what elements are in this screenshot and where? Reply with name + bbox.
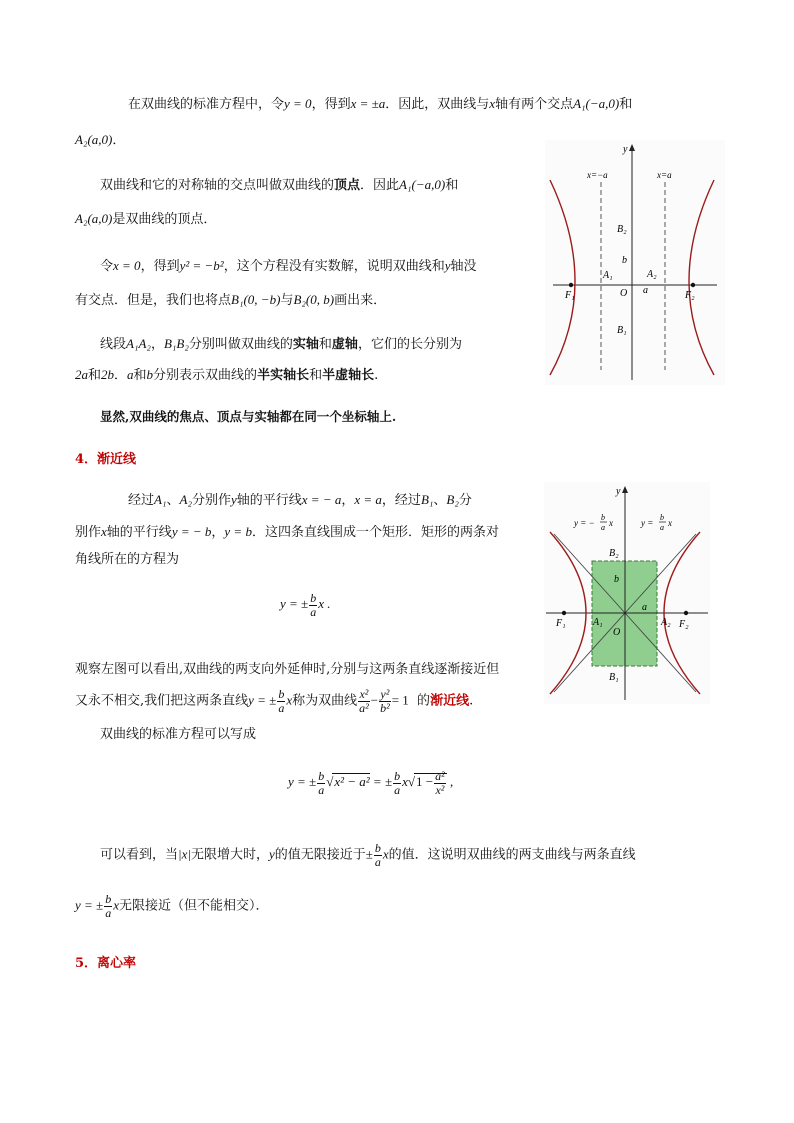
text: 和 bbox=[619, 97, 633, 112]
p8: 双曲线的标准方程可以写成 bbox=[100, 727, 257, 742]
text: 的值．这说明双曲线的两支曲线与两条直线 bbox=[388, 847, 636, 863]
term-semi-real: 半实轴长 bbox=[257, 368, 310, 383]
label-A2: A₂ bbox=[661, 617, 671, 628]
text: 有交点．但是，我们也将点 bbox=[75, 293, 232, 308]
numerator: b bbox=[374, 841, 381, 855]
label-A1: A₁ bbox=[603, 270, 613, 281]
label-F1: F₁ bbox=[556, 618, 566, 629]
minus: − bbox=[370, 692, 379, 708]
label-asym-neg-y: y = − bbox=[574, 518, 595, 528]
text: . bbox=[374, 368, 379, 383]
p4-line2 bbox=[75, 368, 378, 382]
eq-lhs: y = ± bbox=[280, 596, 309, 612]
text: ， bbox=[211, 525, 225, 540]
numerator: a² bbox=[435, 769, 445, 783]
eq-lhs: y = ± bbox=[288, 774, 317, 790]
text: 1 − bbox=[416, 774, 434, 790]
label-a: a bbox=[643, 285, 648, 296]
var: y bbox=[444, 258, 451, 273]
figure-bg bbox=[545, 140, 725, 385]
equation-standard bbox=[288, 770, 453, 796]
var: x bbox=[382, 846, 389, 862]
eq: y = ± bbox=[75, 897, 104, 913]
var: x bbox=[402, 774, 408, 790]
figure-hyperbola-asymptotes bbox=[544, 482, 710, 704]
label-B1: B₁ bbox=[609, 672, 619, 683]
label-A2: A₂ bbox=[647, 269, 657, 280]
text: ， bbox=[150, 337, 164, 352]
p1-line2 bbox=[75, 133, 125, 147]
text: 可以看到，当 bbox=[100, 847, 179, 863]
p6-line3: 角线所在的方程为 bbox=[75, 552, 180, 567]
eq: y = − b bbox=[171, 524, 212, 539]
text: ，它们的长分别为 bbox=[357, 337, 462, 352]
text: , bbox=[449, 774, 454, 790]
p2-line1 bbox=[100, 178, 458, 192]
text: 分别作 bbox=[191, 493, 231, 508]
sqrt-symbol: √ bbox=[326, 774, 334, 790]
var: x bbox=[286, 692, 293, 708]
eq: = 1 bbox=[391, 692, 409, 708]
heading-asymptote: 4．渐近线 bbox=[75, 452, 137, 467]
numerator: b bbox=[278, 687, 285, 701]
text: 无限接近（但不能相交）． bbox=[118, 898, 269, 914]
numerator: x² bbox=[359, 687, 369, 701]
var: x bbox=[113, 897, 119, 913]
text: 与 bbox=[280, 293, 294, 308]
label-b: b bbox=[614, 574, 619, 585]
fraction bbox=[379, 688, 391, 714]
label-asym-pos-b: b bbox=[660, 513, 664, 522]
text: 是双曲线的顶点． bbox=[112, 212, 217, 227]
figure-hyperbola-vertices bbox=[545, 140, 725, 385]
text: ．这四条直线围成一个矩形．矩形的两条对 bbox=[251, 525, 499, 540]
label-F1: F₁ bbox=[565, 290, 575, 301]
text: 、 bbox=[433, 493, 447, 508]
text: 轴没 bbox=[450, 259, 477, 274]
text: 在双曲线的标准方程中，令 bbox=[128, 97, 285, 112]
radicand-2 bbox=[414, 769, 447, 797]
point-A2: A₂(a,0) bbox=[75, 132, 113, 147]
denominator: b² bbox=[380, 700, 390, 715]
text: 、 bbox=[166, 493, 180, 508]
label-y: y bbox=[623, 144, 628, 155]
segment-B1B2: B₁B₂ bbox=[163, 336, 189, 351]
var: y bbox=[268, 846, 275, 862]
label-asym-neg-x: x bbox=[609, 518, 613, 528]
text: ．因此，双曲线与 bbox=[385, 97, 490, 112]
label-F2: F₂ bbox=[679, 619, 689, 630]
text: 轴有两个交点 bbox=[495, 97, 574, 112]
text: ，得到 bbox=[311, 97, 351, 112]
text: 轴的平行线 bbox=[106, 525, 172, 540]
label-asym-pos-x: x bbox=[668, 518, 672, 528]
numerator: b bbox=[318, 769, 325, 783]
text: ． bbox=[114, 368, 128, 383]
fraction bbox=[317, 770, 325, 796]
numerator: y² bbox=[380, 687, 390, 701]
fraction bbox=[358, 688, 370, 714]
text: 双曲线和它的对称轴的交点叫做双曲线的 bbox=[100, 178, 335, 193]
var: A₁ bbox=[154, 492, 167, 507]
sqrt-symbol: √ bbox=[407, 774, 416, 790]
text: ． bbox=[112, 133, 126, 148]
p5: 显然,双曲线的焦点、顶点与实轴都在同一个坐标轴上. bbox=[100, 409, 397, 424]
p3-line2 bbox=[75, 293, 386, 307]
var: a bbox=[127, 367, 134, 382]
eq: x = a bbox=[354, 492, 382, 507]
p6-line1 bbox=[128, 493, 472, 507]
text: . bbox=[469, 693, 474, 709]
denominator: a bbox=[318, 782, 325, 797]
label-x-neg-a: x=−a bbox=[587, 170, 608, 180]
heading-eccentricity: 5．离心率 bbox=[75, 956, 137, 971]
p3-line1 bbox=[100, 259, 477, 273]
focus-F2 bbox=[691, 283, 695, 287]
fraction bbox=[393, 770, 401, 796]
focus-F2 bbox=[684, 611, 688, 615]
fraction bbox=[104, 893, 112, 919]
text: 又永不相交,我们把这两条直线 bbox=[75, 693, 249, 709]
var: b bbox=[146, 367, 154, 382]
var: x bbox=[489, 96, 496, 111]
radicand: x² − a² bbox=[334, 774, 370, 790]
text: ，这个方程没有实数解，说明双曲线和 bbox=[223, 259, 445, 274]
text: 令 bbox=[100, 259, 114, 274]
fraction bbox=[277, 688, 285, 714]
text: ，得到 bbox=[140, 259, 180, 274]
denominator: a bbox=[394, 782, 401, 797]
label-O: O bbox=[620, 288, 628, 299]
text: 和 bbox=[318, 337, 332, 352]
text: 和 bbox=[88, 368, 102, 383]
text: 和 bbox=[445, 178, 459, 193]
eq: x = ±a bbox=[350, 96, 386, 111]
label-asym-pos-a: a bbox=[660, 523, 664, 532]
label-asym-pos-y: y = bbox=[641, 518, 654, 528]
point-B1: B₁(0, −b) bbox=[231, 292, 281, 307]
var: A₂ bbox=[179, 492, 192, 507]
var: B₁ bbox=[420, 492, 434, 507]
text: ， bbox=[341, 493, 355, 508]
numerator: b bbox=[105, 892, 112, 906]
text: 分别表示双曲线的 bbox=[153, 368, 258, 383]
eq: y = ± bbox=[248, 692, 277, 708]
point-A2: A₂(a,0) bbox=[75, 211, 113, 226]
var: B₂ bbox=[446, 492, 459, 507]
numerator: b bbox=[394, 769, 401, 783]
eq: y = b bbox=[224, 524, 252, 539]
eq: y² = −b² bbox=[179, 258, 224, 273]
denominator: a bbox=[310, 604, 317, 619]
term-vertex: 顶点 bbox=[334, 178, 361, 193]
eq-rhs: x . bbox=[318, 596, 331, 612]
denominator: a bbox=[278, 700, 285, 715]
text: 经过 bbox=[128, 493, 155, 508]
text: 画出来． bbox=[334, 293, 387, 308]
fraction bbox=[309, 592, 317, 618]
text: ，经过 bbox=[381, 493, 421, 508]
var: y bbox=[230, 492, 237, 507]
numerator: b bbox=[310, 591, 317, 605]
denominator: x² bbox=[435, 782, 445, 797]
eq: x = 0 bbox=[113, 258, 141, 273]
label-B2: B₂ bbox=[609, 548, 619, 559]
eq: x = − a bbox=[301, 492, 342, 507]
var: 2b bbox=[101, 367, 115, 382]
p6-line2 bbox=[75, 525, 499, 539]
label-x-pos-a: x=a bbox=[657, 170, 672, 180]
label-y: y bbox=[616, 486, 621, 497]
text: 线段 bbox=[100, 337, 127, 352]
term-real-axis: 实轴 bbox=[292, 337, 319, 352]
text: 的 bbox=[417, 693, 431, 709]
point-B2: B₂(0, b) bbox=[293, 292, 335, 307]
text: 和 bbox=[133, 368, 147, 383]
label-B1: B₁ bbox=[617, 325, 627, 336]
eq-mid: = ± bbox=[372, 774, 393, 790]
label-A1: A₁ bbox=[593, 617, 603, 628]
var: 2a bbox=[75, 367, 88, 382]
denominator: a bbox=[105, 905, 112, 920]
fraction bbox=[434, 770, 446, 796]
label-b: b bbox=[622, 255, 627, 266]
label-a: a bbox=[642, 602, 647, 613]
label-B2: B₂ bbox=[617, 224, 627, 235]
p9-line2 bbox=[75, 893, 268, 919]
text: 别作 bbox=[75, 525, 102, 540]
term-asymptote: 渐近线 bbox=[430, 693, 470, 709]
denominator: a bbox=[374, 854, 381, 869]
text: 分别叫做双曲线的 bbox=[188, 337, 293, 352]
p9-line1 bbox=[100, 842, 636, 868]
p4-line1 bbox=[100, 337, 462, 351]
label-O: O bbox=[613, 627, 621, 638]
label-asym-neg-a: a bbox=[601, 523, 605, 532]
text: ．因此 bbox=[360, 178, 400, 193]
text: 和 bbox=[309, 368, 323, 383]
point-A1: A₁(−a,0) bbox=[399, 177, 446, 192]
term-imaginary-axis: 虚轴 bbox=[331, 337, 358, 352]
term-semi-imag: 半虚轴长 bbox=[322, 368, 375, 383]
denominator: a² bbox=[359, 700, 369, 715]
p2-line2 bbox=[75, 212, 216, 226]
pm: ± bbox=[365, 846, 373, 862]
equation-asymptote bbox=[280, 592, 330, 618]
text: 轴的平行线 bbox=[236, 493, 302, 508]
var: x bbox=[101, 524, 107, 539]
p7-line1: 观察左图可以看出,双曲线的两支向外延伸时,分别与这两条直线逐渐接近但 bbox=[75, 662, 500, 677]
label-F2: F₂ bbox=[685, 290, 695, 301]
label-asym-neg-b: b bbox=[601, 513, 605, 522]
focus-F1 bbox=[569, 283, 573, 287]
p1-line1 bbox=[128, 97, 632, 111]
point-A1: A₁(−a,0) bbox=[573, 96, 620, 111]
text: 称为双曲线 bbox=[292, 693, 358, 709]
var: |x| bbox=[178, 846, 191, 862]
text: 的值无限接近于 bbox=[274, 847, 366, 863]
segment-A1A2: A₁A₂ bbox=[126, 336, 151, 351]
text: 无限增大时， bbox=[190, 847, 269, 863]
text: 分 bbox=[458, 493, 472, 508]
eq: y = 0 bbox=[284, 96, 312, 111]
focus-F1 bbox=[562, 611, 566, 615]
fraction bbox=[374, 842, 382, 868]
p7-line2 bbox=[75, 688, 473, 714]
